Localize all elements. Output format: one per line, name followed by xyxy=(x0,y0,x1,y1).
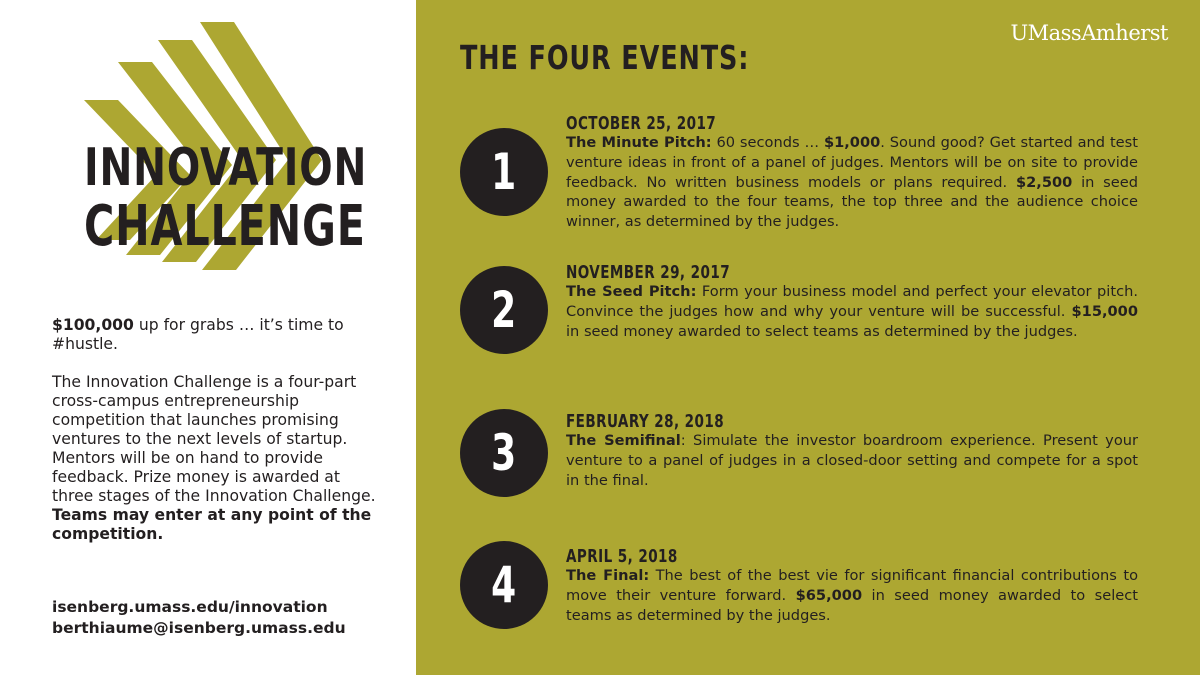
prize-amount: $100,000 xyxy=(52,316,134,334)
event-title: The Seed Pitch: xyxy=(566,283,697,300)
event-number-badge: 4 xyxy=(460,541,548,629)
event-date: APRIL 5, 2018 xyxy=(566,547,678,567)
event-amount: $1,000 xyxy=(823,134,881,151)
event-number-badge: 3 xyxy=(460,409,548,497)
event-description: The Final: The best of the best vie for significant financial contributions to move their venture forward. $65,000 in seed money awarded to select teams as determined by the judges. xyxy=(566,567,1138,624)
event-number-badge: 1 xyxy=(460,128,548,216)
prize-line xyxy=(52,316,382,354)
event-title: The Minute Pitch: xyxy=(566,134,712,151)
intro-text xyxy=(52,316,382,544)
event-amount: $2,500 xyxy=(1015,173,1073,191)
event-amount: $15,000 xyxy=(1071,302,1138,320)
right-panel xyxy=(416,0,1200,675)
event-date: OCTOBER 25, 2017 xyxy=(566,114,717,134)
prize-text: up for grabs … it’s time to #hustle. xyxy=(52,316,344,353)
event-amount: $65,000 xyxy=(795,586,863,604)
events-heading: THE FOUR EVENTS: xyxy=(460,38,750,77)
event-number-badge: 2 xyxy=(460,266,548,354)
event-description: The Seed Pitch: Form your business model and perfect your elevator pitch. Convince the judges how and why your venture will be successful. $15,000 in seed money awarded to select teams as determined by the judges. xyxy=(566,283,1138,340)
umass-amherst-logo: UMassAmherst xyxy=(1010,21,1168,45)
entry-note: Teams may enter at any point of the competition. xyxy=(52,506,372,543)
event-title: The Final: xyxy=(566,567,650,584)
email-link[interactable]: berthiaume@isenberg.umass.edu xyxy=(52,619,346,637)
logo-title-line1: INNOVATION xyxy=(84,138,368,198)
website-link[interactable]: isenberg.umass.edu/innovation xyxy=(52,598,328,616)
event-description: The Minute Pitch: 60 seconds … $1,000. Sound good? Get started and test venture ideas in front of a panel of judges. Mentors will be on site to provide feedback. No written business models or plans required. $2,500 in seed money awarded to the four teams, the top three and the audience choice winner, as determined by the judges. xyxy=(566,134,1138,231)
event-title: The Semifinal xyxy=(566,432,681,449)
event-date: FEBRUARY 28, 2018 xyxy=(566,412,725,432)
left-panel xyxy=(0,0,416,675)
event-description: The Semifinal: Simulate the investor boardroom experience. Present your venture to a panel of judges in a closed-door setting and compete for a spot in the final. xyxy=(566,432,1138,489)
description: The Innovation Challenge is a four-part cross-campus entrepreneurship competition that launches promising ventures to the next levels of startup. Mentors will be on hand to provide feedback. Prize money is awarded at three stages of the Innovation Challenge. xyxy=(52,373,376,505)
event-date: NOVEMBER 29, 2017 xyxy=(566,263,731,283)
contact-links xyxy=(52,597,392,639)
logo-title-line2: CHALLENGE xyxy=(84,194,366,259)
